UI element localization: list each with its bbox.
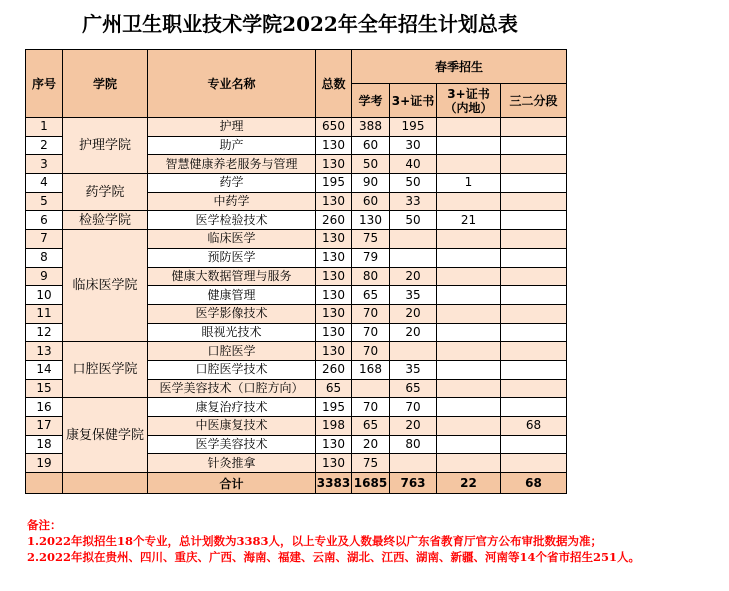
cell-sanerfen: 68 <box>501 417 567 436</box>
cell-cert-local <box>437 286 501 305</box>
cell-xuekao <box>352 379 390 398</box>
totals-cert-local: 22 <box>437 473 501 494</box>
cell-total: 65 <box>316 379 352 398</box>
cell-xuekao: 70 <box>352 304 390 323</box>
cell-xuekao: 168 <box>352 360 390 379</box>
cell-cert <box>390 342 437 361</box>
cell-college: 康复保健学院 <box>63 398 148 473</box>
cell-cert: 20 <box>390 304 437 323</box>
cell-sanerfen <box>501 230 567 249</box>
cell-xuekao: 80 <box>352 267 390 286</box>
cell-seq: 10 <box>26 286 63 305</box>
cell-total: 260 <box>316 211 352 230</box>
cell-sanerfen <box>501 192 567 211</box>
cell-sanerfen <box>501 398 567 417</box>
cell-seq: 5 <box>26 192 63 211</box>
cell-xuekao: 65 <box>352 417 390 436</box>
cell-seq: 9 <box>26 267 63 286</box>
cell-cert: 65 <box>390 379 437 398</box>
cell-seq: 12 <box>26 323 63 342</box>
cell-cert: 50 <box>390 174 437 193</box>
cell-total: 195 <box>316 174 352 193</box>
cell-total: 130 <box>316 435 352 454</box>
cell-cert-local <box>437 342 501 361</box>
cell-cert: 50 <box>390 211 437 230</box>
cell-cert <box>390 248 437 267</box>
cell-major: 口腔医学技术 <box>148 360 316 379</box>
cell-total: 130 <box>316 230 352 249</box>
cell-cert: 40 <box>390 155 437 174</box>
header-cert-local: 3+证书 （内地） <box>437 84 501 118</box>
cell-major: 智慧健康养老服务与管理 <box>148 155 316 174</box>
table-row <box>26 342 567 361</box>
notes-line-2: 2.2022年拟在贵州、四川、重庆、广西、海南、福建、云南、湖北、江西、湖南、新疆、河南等14个省市招生251人。 <box>27 550 641 564</box>
cell-major: 健康大数据管理与服务 <box>148 267 316 286</box>
totals-college <box>63 473 148 494</box>
cell-total: 130 <box>316 286 352 305</box>
cell-cert: 80 <box>390 435 437 454</box>
totals-total: 3383 <box>316 473 352 494</box>
cell-xuekao: 60 <box>352 192 390 211</box>
cell-cert-local <box>437 398 501 417</box>
table-row <box>26 211 567 230</box>
cell-xuekao: 130 <box>352 211 390 230</box>
cell-major: 健康管理 <box>148 286 316 305</box>
cell-cert: 20 <box>390 417 437 436</box>
cell-cert-local <box>437 417 501 436</box>
cell-sanerfen <box>501 248 567 267</box>
cell-cert-local <box>437 323 501 342</box>
cell-cert-local <box>437 136 501 155</box>
cell-major: 针灸推拿 <box>148 454 316 473</box>
cell-cert-local <box>437 360 501 379</box>
enrollment-plan-table <box>25 49 567 494</box>
cell-sanerfen <box>501 360 567 379</box>
cell-college: 检验学院 <box>63 211 148 230</box>
totals-cert: 763 <box>390 473 437 494</box>
header-spring: 春季招生 <box>352 50 567 84</box>
totals-sanerfen: 68 <box>501 473 567 494</box>
cell-total: 260 <box>316 360 352 379</box>
cell-cert-local <box>437 379 501 398</box>
cell-cert-local: 1 <box>437 174 501 193</box>
header-cert: 3+证书 <box>390 84 437 118</box>
notes <box>27 517 640 565</box>
cell-total: 198 <box>316 417 352 436</box>
cell-major: 康复治疗技术 <box>148 398 316 417</box>
cell-cert: 33 <box>390 192 437 211</box>
cell-sanerfen <box>501 454 567 473</box>
cell-major: 临床医学 <box>148 230 316 249</box>
cell-seq: 4 <box>26 174 63 193</box>
cell-seq: 6 <box>26 211 63 230</box>
cell-xuekao: 90 <box>352 174 390 193</box>
header-sanerfen: 三二分段 <box>501 84 567 118</box>
cell-total: 130 <box>316 248 352 267</box>
cell-cert-local <box>437 118 501 137</box>
cell-total: 130 <box>316 323 352 342</box>
cell-major: 医学美容技术 <box>148 435 316 454</box>
cell-xuekao: 70 <box>352 323 390 342</box>
cell-cert-local <box>437 435 501 454</box>
cell-sanerfen <box>501 286 567 305</box>
cell-college: 临床医学院 <box>63 230 148 342</box>
cell-seq: 15 <box>26 379 63 398</box>
cell-cert-local <box>437 304 501 323</box>
cell-seq: 1 <box>26 118 63 137</box>
cell-cert: 20 <box>390 267 437 286</box>
cell-total: 130 <box>316 136 352 155</box>
cell-xuekao: 388 <box>352 118 390 137</box>
cell-seq: 17 <box>26 417 63 436</box>
cell-major: 中医康复技术 <box>148 417 316 436</box>
cell-cert-local <box>437 248 501 267</box>
cell-sanerfen <box>501 342 567 361</box>
cell-cert-local <box>437 267 501 286</box>
table-row <box>26 118 567 137</box>
cell-sanerfen <box>501 379 567 398</box>
cell-major: 中药学 <box>148 192 316 211</box>
totals-xuekao: 1685 <box>352 473 390 494</box>
table-row <box>26 230 567 249</box>
cell-total: 650 <box>316 118 352 137</box>
totals-seq <box>26 473 63 494</box>
cell-sanerfen <box>501 174 567 193</box>
notes-line-1: 1.2022年拟招生18个专业，总计划数为3383人，以上专业及人数最终以广东省教育厅官方公布审批数据为准； <box>27 534 603 548</box>
cell-major: 医学美容技术（口腔方向） <box>148 379 316 398</box>
cell-cert-local <box>437 192 501 211</box>
cell-cert-local <box>437 230 501 249</box>
cell-cert: 70 <box>390 398 437 417</box>
cell-cert: 35 <box>390 286 437 305</box>
cell-major: 护理 <box>148 118 316 137</box>
cell-total: 130 <box>316 155 352 174</box>
cell-total: 130 <box>316 342 352 361</box>
cell-seq: 8 <box>26 248 63 267</box>
cell-total: 130 <box>316 304 352 323</box>
cell-xuekao: 75 <box>352 454 390 473</box>
cell-cert: 195 <box>390 118 437 137</box>
cell-cert: 35 <box>390 360 437 379</box>
cell-major: 预防医学 <box>148 248 316 267</box>
cell-seq: 13 <box>26 342 63 361</box>
cell-major: 医学检验技术 <box>148 211 316 230</box>
cell-sanerfen <box>501 267 567 286</box>
cell-xuekao: 79 <box>352 248 390 267</box>
header-college: 学院 <box>63 50 148 118</box>
cell-major: 助产 <box>148 136 316 155</box>
cell-cert-local: 21 <box>437 211 501 230</box>
cell-sanerfen <box>501 155 567 174</box>
cell-cert-local <box>437 454 501 473</box>
cell-major: 口腔医学 <box>148 342 316 361</box>
cell-seq: 3 <box>26 155 63 174</box>
header-major: 专业名称 <box>148 50 316 118</box>
header-total: 总数 <box>316 50 352 118</box>
cell-college: 药学院 <box>63 174 148 211</box>
cell-xuekao: 70 <box>352 342 390 361</box>
cell-xuekao: 20 <box>352 435 390 454</box>
table-row <box>26 174 567 193</box>
cell-college: 护理学院 <box>63 118 148 174</box>
table-body <box>26 118 567 473</box>
header-seq: 序号 <box>26 50 63 118</box>
cell-major: 药学 <box>148 174 316 193</box>
cell-xuekao: 65 <box>352 286 390 305</box>
totals-label: 合计 <box>148 473 316 494</box>
cell-cert: 20 <box>390 323 437 342</box>
cell-seq: 2 <box>26 136 63 155</box>
cell-xuekao: 50 <box>352 155 390 174</box>
cell-total: 130 <box>316 267 352 286</box>
cell-sanerfen <box>501 211 567 230</box>
cell-seq: 7 <box>26 230 63 249</box>
cell-sanerfen <box>501 304 567 323</box>
cell-cert-local <box>437 155 501 174</box>
cell-seq: 11 <box>26 304 63 323</box>
cell-xuekao: 60 <box>352 136 390 155</box>
cell-major: 医学影像技术 <box>148 304 316 323</box>
cell-xuekao: 70 <box>352 398 390 417</box>
cell-major: 眼视光技术 <box>148 323 316 342</box>
cell-seq: 18 <box>26 435 63 454</box>
cell-college: 口腔医学院 <box>63 342 148 398</box>
cell-total: 130 <box>316 192 352 211</box>
cell-sanerfen <box>501 118 567 137</box>
cell-seq: 14 <box>26 360 63 379</box>
totals-row <box>26 473 567 494</box>
cell-total: 195 <box>316 398 352 417</box>
cell-cert <box>390 454 437 473</box>
cell-xuekao: 75 <box>352 230 390 249</box>
cell-seq: 16 <box>26 398 63 417</box>
cell-total: 130 <box>316 454 352 473</box>
cell-sanerfen <box>501 323 567 342</box>
page-title: 广州卫生职业技术学院2022年全年招生计划总表 <box>82 12 518 36</box>
notes-heading: 备注： <box>27 518 62 532</box>
cell-cert <box>390 230 437 249</box>
cell-seq: 19 <box>26 454 63 473</box>
cell-sanerfen <box>501 435 567 454</box>
cell-sanerfen <box>501 136 567 155</box>
table-row <box>26 398 567 417</box>
cell-cert: 30 <box>390 136 437 155</box>
header-xuekao: 学考 <box>352 84 390 118</box>
